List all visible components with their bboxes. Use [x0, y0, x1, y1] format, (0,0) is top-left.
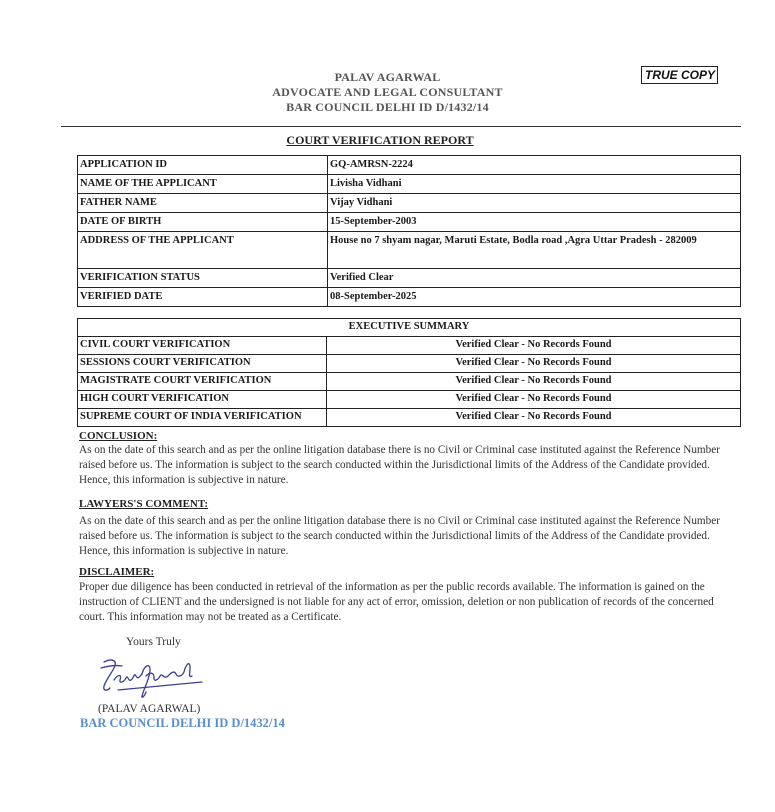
conclusion-text: As on the date of this search and as per the online litigation database there is no Civil or Criminal case instituted against the Reference Number raised before us. The information is subject to the search conducted within the Jurisdictional limits of the Address of the Candidate provided. Hence, this information is subjective in nature.: [79, 444, 720, 486]
table-row: [78, 213, 741, 232]
table-row: [78, 409, 741, 427]
court-label: SESSIONS COURT VERIFICATION: [78, 355, 327, 373]
court-label: CIVIL COURT VERIFICATION: [78, 337, 327, 355]
table-row: [78, 194, 741, 213]
detail-label: ADDRESS OF THE APPLICANT: [78, 232, 328, 269]
table-row: [78, 288, 741, 307]
bar-council-id: BAR COUNCIL DELHI ID D/1432/14: [286, 100, 489, 114]
applicant-details-table: [77, 155, 741, 307]
signature-icon: [98, 652, 208, 700]
detail-label: VERIFICATION STATUS: [78, 269, 328, 288]
detail-label: DATE OF BIRTH: [78, 213, 328, 232]
advocate-role: ADVOCATE AND LEGAL CONSULTANT: [272, 85, 503, 99]
lawyers-comment-heading: LAWYERS'S COMMENT:: [79, 498, 209, 510]
detail-label: APPLICATION ID: [78, 156, 328, 175]
table-row: [78, 175, 741, 194]
detail-value: Vijay Vidhani: [328, 194, 741, 213]
court-result: Verified Clear - No Records Found: [327, 391, 741, 409]
table-row: [78, 156, 741, 175]
table-row: [78, 355, 741, 373]
court-result: Verified Clear - No Records Found: [327, 373, 741, 391]
detail-value: House no 7 shyam nagar, Maruti Estate, Bodla road ,Agra Uttar Pradesh - 282009: [328, 232, 741, 269]
disclaimer-text: Proper due diligence has been conducted in retrieval of the information as per the public records available. The information is gained on the instruction of CLIENT and the undersigned is not liable for any act of error, omission, deletion or non publication of records of the concerned court. This information may not be treated as a Certificate.: [79, 581, 714, 623]
signatory-bar-id: BAR COUNCIL DELHI ID D/1432/14: [80, 716, 285, 730]
closing-salutation: Yours Truly: [126, 636, 181, 648]
true-copy-stamp: TRUE COPY: [641, 66, 718, 84]
court-label: MAGISTRATE COURT VERIFICATION: [78, 373, 327, 391]
detail-value: 15-September-2003: [328, 213, 741, 232]
court-label: HIGH COURT VERIFICATION: [78, 391, 327, 409]
executive-summary-table: [77, 318, 741, 427]
court-result: Verified Clear - No Records Found: [327, 355, 741, 373]
table-row: [78, 373, 741, 391]
conclusion-heading: CONCLUSION:: [79, 430, 158, 442]
court-result: Verified Clear - No Records Found: [327, 409, 741, 427]
table-row: [78, 269, 741, 288]
table-row: [78, 232, 741, 269]
table-row: [78, 337, 741, 355]
table-row: [78, 391, 741, 409]
court-result: Verified Clear - No Records Found: [327, 337, 741, 355]
detail-label: VERIFIED DATE: [78, 288, 328, 307]
advocate-name: PALAV AGARWAL: [334, 70, 441, 84]
header-divider: [61, 126, 741, 127]
detail-value: GQ-AMRSN-2224: [328, 156, 741, 175]
report-title: COURT VERIFICATION REPORT: [286, 133, 474, 147]
court-label: SUPREME COURT OF INDIA VERIFICATION: [78, 409, 327, 427]
detail-label: NAME OF THE APPLICANT: [78, 175, 328, 194]
executive-summary-title: EXECUTIVE SUMMARY: [78, 319, 741, 337]
disclaimer-heading: DISCLAIMER:: [79, 566, 155, 578]
table-header-row: [78, 319, 741, 337]
lawyers-comment-text: As on the date of this search and as per the online litigation database there is no Civil or Criminal case instituted against the Reference Number raised before us. The information is subject to the search conducted within the Jurisdictional limits of the Address of the Candidate provided. Hence, this information is subjective in nature.: [79, 515, 720, 557]
detail-value: 08-September-2025: [328, 288, 741, 307]
detail-value: Livisha Vidhani: [328, 175, 741, 194]
detail-value: Verified Clear: [328, 269, 741, 288]
signatory-name: (PALAV AGARWAL): [98, 703, 201, 715]
detail-label: FATHER NAME: [78, 194, 328, 213]
